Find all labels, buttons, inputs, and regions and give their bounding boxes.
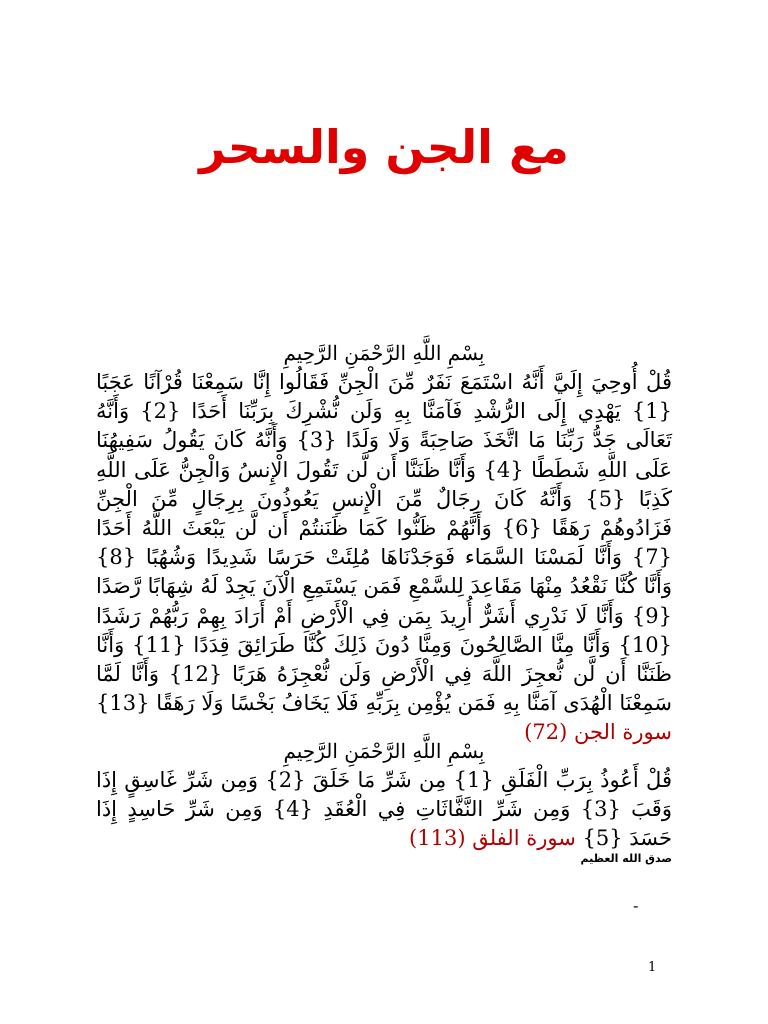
page-title: مع الجن والسحر bbox=[199, 120, 569, 174]
closing-phrase: صدق الله العظيم bbox=[580, 852, 672, 865]
page-number: 1 bbox=[648, 960, 657, 975]
surah-al-jinn-section bbox=[96, 338, 672, 748]
verses-text bbox=[96, 368, 672, 748]
verses-text bbox=[96, 766, 672, 854]
dash: - bbox=[633, 896, 639, 915]
surah-reference: سورة الجن (72) bbox=[524, 720, 672, 745]
basmala: بِسْمِ اللَّهِ الرَّحْمَنِ الرَّحِيمِ bbox=[283, 739, 485, 763]
verses-body: قُلْ أَعُوذُ بِرَبِّ الْفَلَقِ {1} مِن شَرِّ مَا خَلَقَ {2} وَمِن شَرِّ غَاسِقٍ إِذَا وَقَبَ {3} وَمِن شَرِّ النَّفَّاثَاتِ فِي الْعُقَدِ {4} وَمِن شَرِّ حَاسِدٍ إِذَا حَسَدَ {5} bbox=[96, 768, 672, 851]
verses-body: قُلْ أُوحِيَ إِلَيَّ أَنَّهُ اسْتَمَعَ نَفَرٌ مِّنَ الْجِنِّ فَقَالُوا إِنَّا سَمِعْنَا قُرْآنًا عَجَبًا {1} يَهْدِي إِلَى الرُّشْدِ فَآمَنَّا بِهِ وَلَن نُّشْرِكَ بِرَبِّنَا أَحَدًا {2} وَأَنَّهُ تَعَالَى جَدُّ رَبِّنَا مَا اتَّخَذَ صَاحِبَةً وَلَا وَلَدًا {3} وَأَنَّهُ كَانَ يَقُولُ سَفِيهُنَا عَلَى اللَّهِ شَطَطًا {4} وَأَنَّا ظَنَنَّا أَن لَّن تَقُولَ الْإِنسُ وَالْجِنُّ عَلَى اللَّهِ كَذِبًا {5} وَأَنَّهُ كَانَ رِجَالٌ مِّنَ الْإِنسِ يَعُوذُونَ بِرِجَالٍ مِّنَ الْجِنِّ فَزَادُوهُمْ رَهَقًا {6} وَأَنَّهُمْ ظَنُّوا كَمَا ظَنَنتُمْ أَن لَّن يَبْعَثَ اللَّهُ أَحَدًا {7} وَأَنَّا لَمَسْنَا السَّمَاء فَوَجَدْنَاهَا مُلِئَتْ حَرَسًا شَدِيدًا وَشُهُبًا {8} وَأَنَّا كُنَّا نَقْعُدُ مِنْهَا مَقَاعِدَ لِلسَّمْعِ فَمَن يَسْتَمِعِ الْآنَ يَجِدْ لَهُ شِهَابًا رَّصَدًا {9} وَأَنَّا لَا نَدْرِي أَشَرٌّ أُرِيدَ بِمَن فِي الْأَرْضِ أَمْ أَرَادَ بِهِمْ رَبُّهُمْ رَشَدًا {10} وَأَنَّا مِنَّا الصَّالِحُونَ وَمِنَّا دُونَ ذَلِكَ كُنَّا طَرَائِقَ قِدَدًا {11} وَأَنَّا ظَنَنَّا أَن لَّن نُّعجِزَ اللَّهَ فِي الْأَرْضِ وَلَن نُّعْجِزَهُ هَرَبًا {12} وَأَنَّا لَمَّا سَمِعْنَا الْهُدَى آمَنَّا بِهِ فَمَن يُؤْمِن بِرَبِّهِ فَلَا يَخَافُ بَخْسًا وَلَا رَهَقًا {13} bbox=[96, 370, 672, 716]
basmala: بِسْمِ اللَّهِ الرَّحْمَنِ الرَّحِيمِ bbox=[283, 341, 485, 365]
surah-al-falaq-section bbox=[96, 736, 672, 854]
surah-reference: سورة الفلق (113) bbox=[409, 826, 576, 851]
